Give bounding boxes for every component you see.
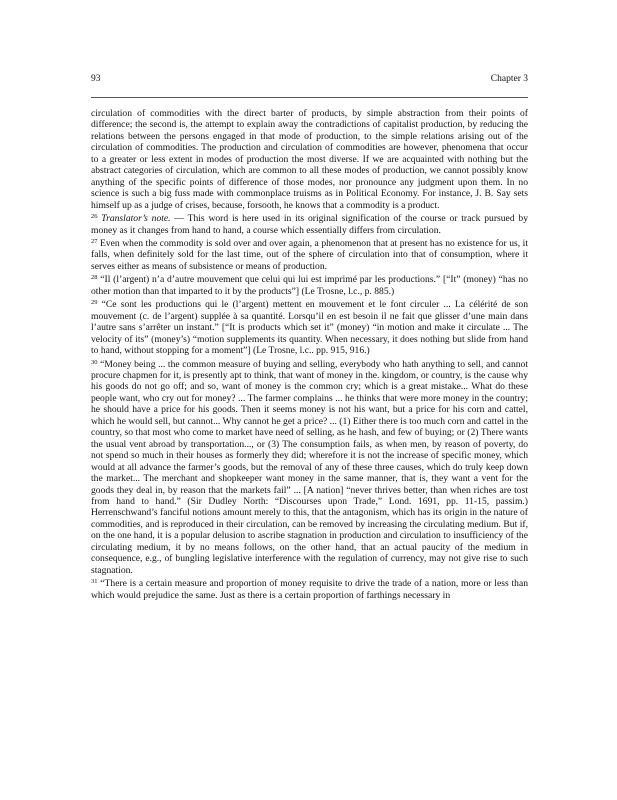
footnote-number: 30 bbox=[91, 358, 98, 366]
page-body bbox=[91, 108, 528, 601]
footnote-30 bbox=[91, 359, 528, 577]
footnote-31 bbox=[91, 578, 528, 601]
footnote-text: “There is a certain measure and proportion of money requisite to drive the trade of a nation, more or less than which would prejudice the same. Just as there is a certain proportion of farthings necessary in bbox=[91, 578, 528, 601]
footnote-28 bbox=[91, 274, 528, 297]
footnote-number: 26 bbox=[91, 213, 98, 221]
footnote-27 bbox=[91, 238, 528, 272]
footnote-text: Even when the commodity is sold over and over again, a phenomenon that at present has no existence for us, it falls, when definitely sold for the last time, out of the sphere of circulation into that of consumption, where it serves either as means of subsistence or means of production. bbox=[91, 237, 528, 272]
footnote-26 bbox=[91, 213, 528, 236]
footnote-text: “Ce sont les productions qui le (l’argent) mettent en mouvement et le font circuler ... La célérité de son mouvement (c. de l’argent) supplée à sa quantité. Lorsqu’il en est besoin il ne fait que glisser d’une main dans l’autre sans s’arrêter un instant.” [“It is products which set it” (money) “in motion and make it circulate ... The velocity of its” (money’s) “motion supplements its quantity. When necessary, it does nothing but slide from hand to hand, without stopping for a moment”] (Le Trosne, l.c.. pp. 915, 916.) bbox=[91, 299, 528, 357]
footnote-29 bbox=[91, 299, 528, 356]
header-rule bbox=[91, 97, 528, 98]
footnote-number: 29 bbox=[91, 299, 98, 307]
footnote-text: “Il (l’argent) n’a d’autre mouvement que celui qui lui est imprimé par les productions.” [“It” (money) “has no other motion than that imparted to it by the products”] (Le Trosne, l.c., p. 885.) bbox=[91, 274, 528, 297]
footnote-label: Translator’s note. bbox=[101, 213, 171, 225]
footnote-number: 31 bbox=[91, 578, 98, 586]
chapter-label: Chapter 3 bbox=[490, 74, 528, 84]
continuation-paragraph: circulation of commodities with the direct barter of products, by simple abstraction from their points of difference; the second is, the attempt to explain away the contradictions of capitalist production, by reducing the relations between the persons engaged in that mode of production, to the simple relations arising out of the circulation of commodities. The production and circulation of commodities are however, phenomena that occur to a greater or less extent in modes of production the most diverse. If we are acquainted with nothing but the abstract categories of circulation, which are common to all these modes of production, we cannot possibly know anything of the specific points of difference of those modes, nor pronounce any judgment upon them. In no science is such a big fuss made with commonplace truisms as in Political Economy. For instance, J. B. Say sets himself up as a judge of crises, because, forsooth, he knows that a commodity is a product. bbox=[91, 108, 528, 211]
footnote-number: 27 bbox=[91, 237, 98, 245]
page-number: 93 bbox=[91, 74, 101, 84]
footnote-text: — This word is here used in its original signification of the course or track pursued by money as it changes from hand to hand, a course which essentially differs from circulation. bbox=[91, 213, 529, 236]
footnote-number: 28 bbox=[91, 274, 98, 282]
footnote-text: “Money being ... the common measure of buying and selling, everybody who hath anything to sell, and cannot procure chapmen for it, is presently apt to think, that want of money in the. kingdom, or country, is the cause why his goods do not go off; and so, want of money is the common cry; which is a great mistake... What do these people want, who cry out for money? ... The farmer complains ... he thinks that were more money in the country; he should have a price for his goods. Then it seems money is not his want, but a price for his corn and cattel, which he would sell, but cannot... Why cannot he get a price? ... (1) Either there is too much corn and cattel in the country, so that most who come to market have need of selling, as he hash, and few of buying; or (2) There wants the usual vent abroad by transportation..., or (3) The consumption fails, as when men, by reason of poverty, do not spend so much in their houses as formerly they did; wherefore it is not the increase of specific money, which would at all advance the farmer’s goods, but the removal of any of these three causes, which do truly keep down the market... The merchant and shopkeeper want money in the same manner, that is, they want a vent for the goods they deal in, by reason that the markets fail” ... [A nation] “never thrives better, than when riches are tost from hand to hand.” (Sir Dudley North: “Discourses upon Trade,” Lond. 1691, pp. 11-15, passim.) Herrenschwand’s fanciful notions amount merely to this, that the antagonism, which has its origin in the nature of commodities, and is reproduced in their circulation, can be removed by increasing the circulating medium. But if, on the one hand, it is a popular delusion to ascribe stagnation in production and circulation to insufficiency of the circulating medium, it by no means follows, on the other hand, that an actual paucity of the medium in consequence, e.g., of bungling legislative interference with the regulation of currency, may not give rise to such stagnation. bbox=[91, 358, 528, 576]
running-header bbox=[91, 74, 528, 85]
